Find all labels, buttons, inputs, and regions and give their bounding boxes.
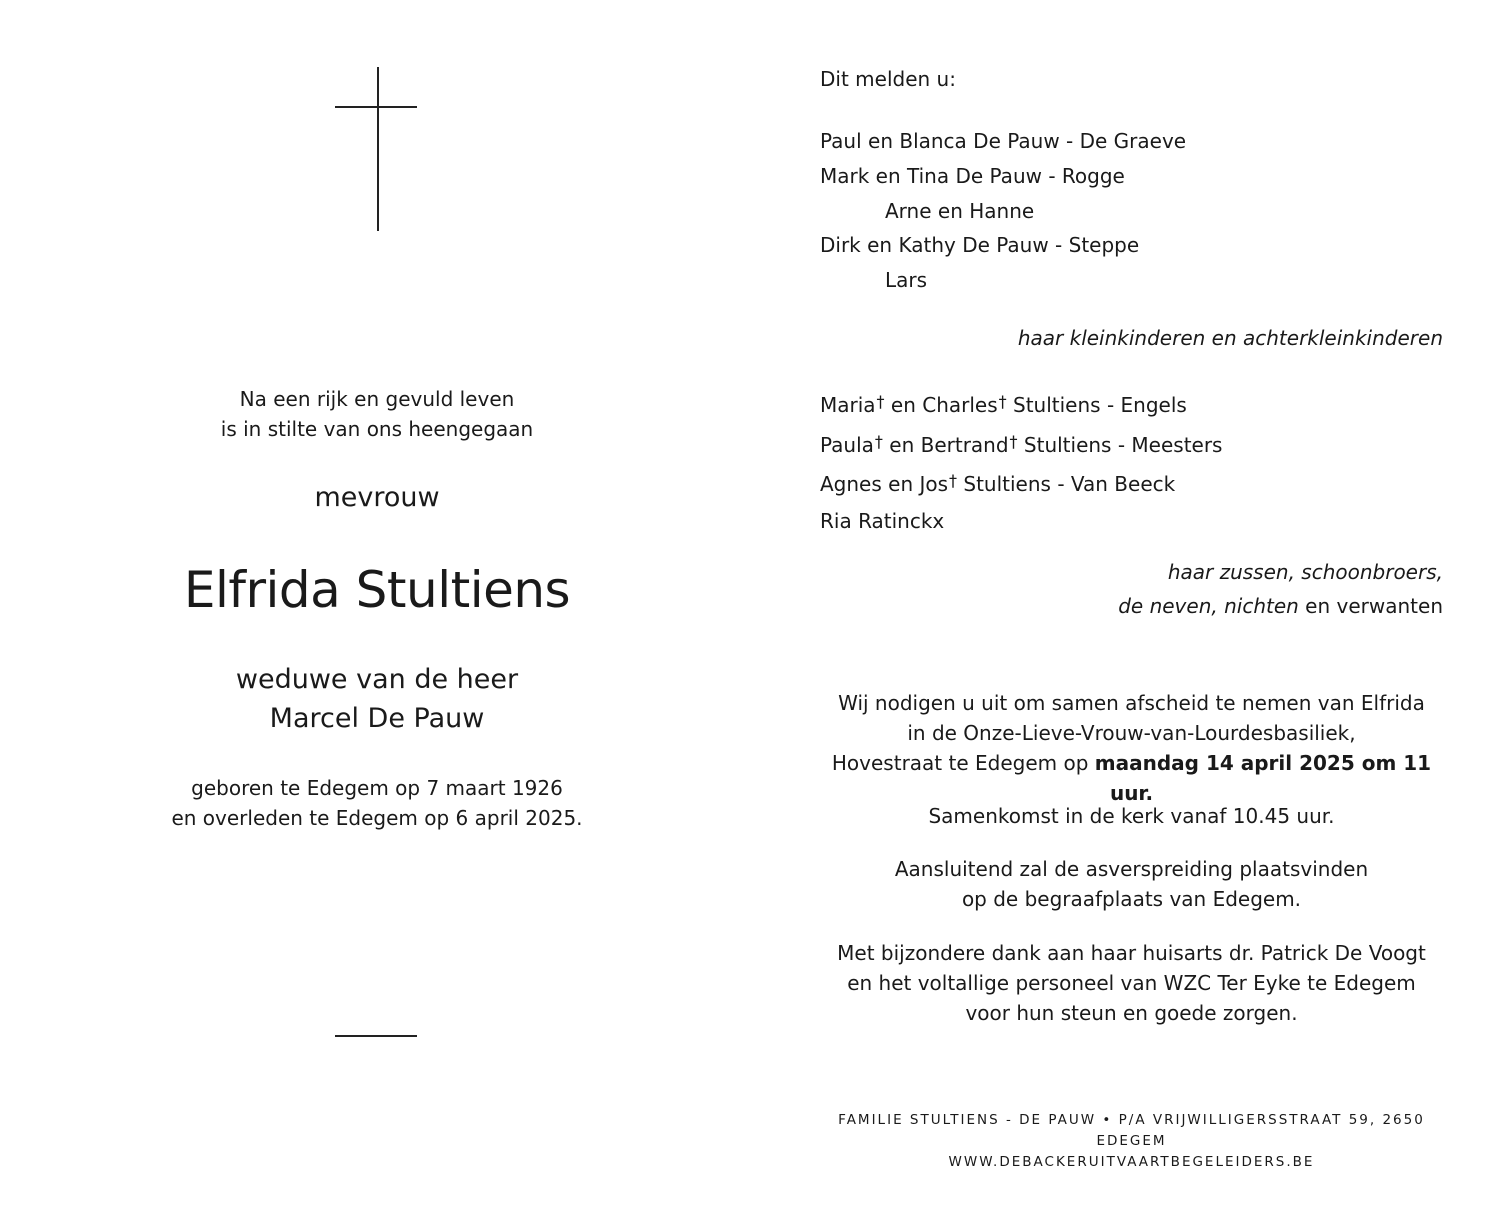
funeral-datetime: maandag 14 april 2025 om 11 uur. bbox=[1094, 751, 1432, 805]
invite-line: Wij nodigen u uit om samen afscheid te nemen van Elfrida bbox=[838, 691, 1425, 715]
cross-icon-vertical bbox=[377, 67, 379, 231]
divider bbox=[335, 1035, 417, 1037]
footer-website: WWW.DEBACKERUITVAARTBEGELEIDERS.BE bbox=[948, 1154, 1315, 1170]
invite-line: in de Onze-Lieve-Vrouw-van-Lourdesbasiliek, bbox=[907, 721, 1356, 745]
thanks-line: voor hun steun en goede zorgen. bbox=[965, 1001, 1298, 1025]
grandchildren-line: haar kleinkinderen en achterkleinkinderen bbox=[1017, 326, 1443, 350]
sibling-line: Agnes en Jos† Stultiens - Van Beeck bbox=[820, 471, 1176, 496]
meeting-time: Samenkomst in de kerk vanaf 10.45 uur. bbox=[928, 804, 1335, 828]
widow-of bbox=[150, 660, 604, 738]
invite-line: Hovestraat te Edegem op maandag 14 april 2025 om 11 uur. bbox=[831, 751, 1432, 805]
burial-line: op de begraafplaats van Edegem. bbox=[961, 887, 1302, 911]
death-line: en overleden te Edegem op 6 april 2025. bbox=[171, 806, 583, 830]
deceased-cross-icon: † bbox=[998, 392, 1007, 411]
family-line: Paul en Blanca De Pauw - De Graeve bbox=[820, 129, 1187, 153]
siblings-list bbox=[820, 384, 1443, 539]
family-line: Mark en Tina De Pauw - Rogge bbox=[820, 163, 1125, 188]
thanks-text bbox=[820, 938, 1443, 1028]
invitation bbox=[820, 688, 1443, 808]
sibling-line: Paula† en Bertrand† Stultiens - Meesters bbox=[820, 431, 1223, 457]
life-dates bbox=[150, 773, 604, 833]
honorific: mevrouw bbox=[314, 482, 440, 513]
deceased-cross-icon: † bbox=[1009, 431, 1018, 451]
intro-line: is in stilte van ons heengegaan bbox=[220, 417, 534, 441]
birth-line: geboren te Edegem op 7 maart 1926 bbox=[191, 776, 563, 800]
relatives-line: de neven, nichten en verwanten bbox=[1118, 594, 1443, 618]
burial-line: Aansluitend zal de asverspreiding plaatsvinden bbox=[894, 857, 1369, 881]
deceased-cross-icon: † bbox=[874, 431, 883, 451]
burial-info bbox=[820, 854, 1443, 914]
relatives-line: haar zussen, schoonbroers, bbox=[1167, 560, 1443, 584]
family-line: Dirk en Kathy De Pauw - Steppe bbox=[820, 233, 1140, 258]
deceased-cross-icon: † bbox=[949, 471, 958, 490]
sibling-line: Maria† en Charles† Stultiens - Engels bbox=[820, 392, 1187, 417]
deceased-name: Elfrida Stultiens bbox=[183, 561, 571, 619]
sibling-line: Ria Ratinckx bbox=[820, 508, 945, 533]
intro-line: Na een rijk en gevuld leven bbox=[239, 387, 515, 411]
spouse-name: Marcel De Pauw bbox=[269, 703, 485, 734]
deceased-cross-icon: † bbox=[876, 392, 885, 411]
relatives-text bbox=[820, 555, 1443, 623]
footer bbox=[820, 1110, 1443, 1173]
thanks-line: en het voltallige personeel van WZC Ter Eyke te Edegem bbox=[847, 971, 1416, 995]
cross-icon-horizontal bbox=[335, 106, 417, 108]
family-list bbox=[820, 124, 1443, 298]
footer-address: FAMILIE STULTIENS - DE PAUW • P/A VRIJWILLIGERSSTRAAT 59, 2650 EDEGEM bbox=[838, 1112, 1425, 1149]
intro-text bbox=[150, 384, 604, 444]
grandchild-line: Arne en Hanne bbox=[885, 198, 1035, 223]
announce-heading: Dit melden u: bbox=[820, 67, 956, 91]
grandchild-line: Lars bbox=[885, 268, 928, 293]
widow-line: weduwe van de heer bbox=[235, 664, 519, 695]
thanks-line: Met bijzondere dank aan haar huisarts dr. Patrick De Voogt bbox=[837, 941, 1426, 965]
